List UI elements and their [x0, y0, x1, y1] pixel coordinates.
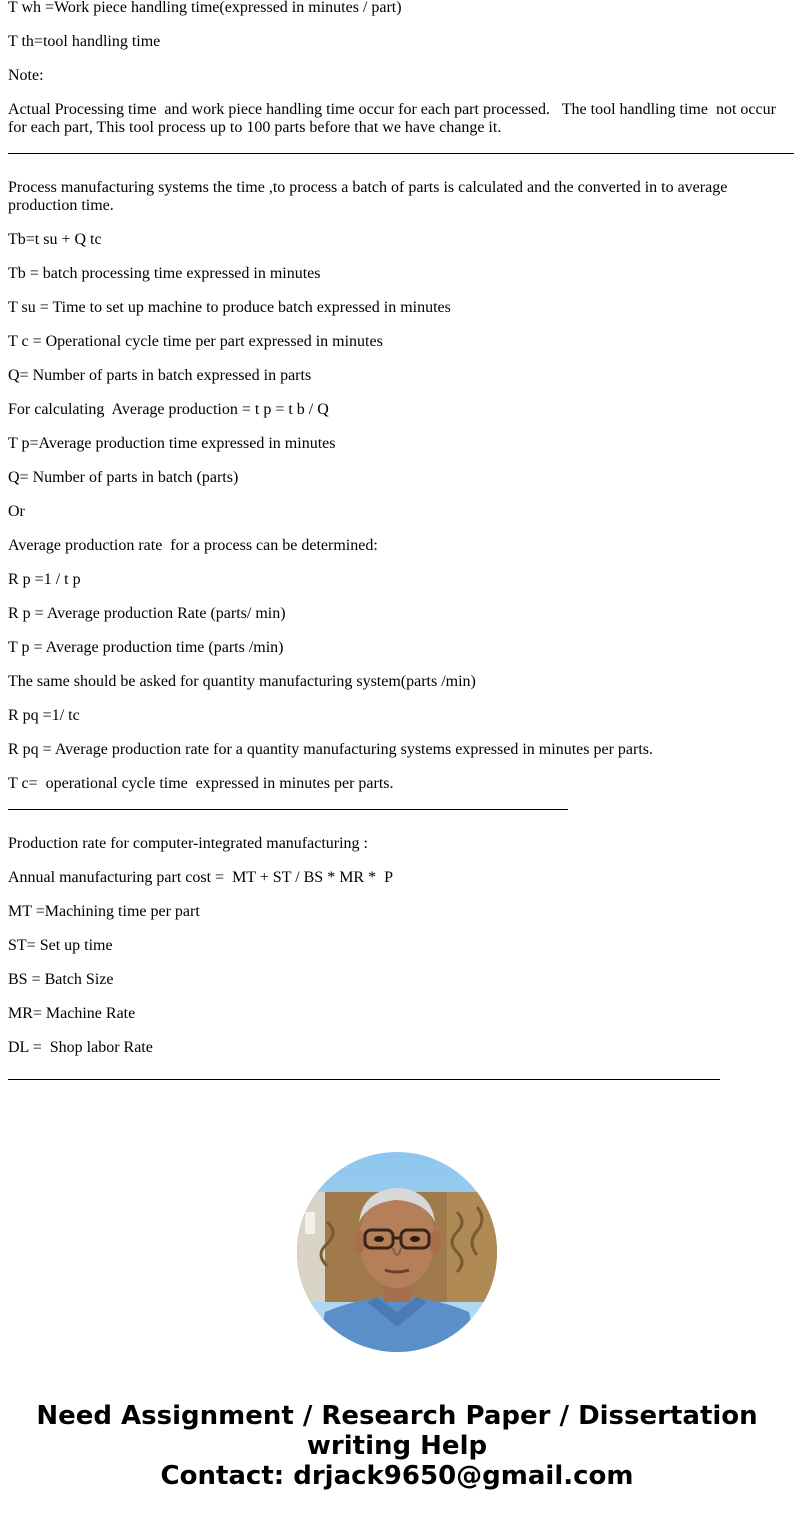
definition-dl: DL = Shop labor Rate — [8, 1039, 153, 1056]
formula-tb: Tb=t su + Q tc — [8, 231, 102, 248]
cta-line-1: Need Assignment / Research Paper / Dissertation — [36, 1401, 758, 1431]
divider-2 — [8, 809, 568, 810]
heading-cim-production-rate: Production rate for computer-integrated manufacturing : — [8, 835, 368, 852]
paragraph-or: Or — [8, 503, 25, 520]
definition-rpq: R pq = Average production rate for a quantity manufacturing systems expressed in minutes per parts. — [8, 741, 653, 758]
paragraph-note-text: Actual Processing time and work piece handling time occur for each part processed. The tool handling time not occur for each part, This tool process up to 100 parts before that we have change it. — [8, 101, 780, 136]
definition-tb: Tb = batch processing time expressed in minutes — [8, 265, 321, 282]
formula-rp: R p =1 / t p — [8, 571, 81, 588]
cta-contact-line[interactable]: Contact: drjack9650@gmail.com — [160, 1461, 634, 1491]
paragraph-process-intro: Process manufacturing systems the time ,to process a batch of parts is calculated and the converted in to average production time. — [8, 179, 732, 214]
definition-tc: T c = Operational cycle time per part expressed in minutes — [8, 333, 383, 350]
author-avatar — [297, 1152, 497, 1352]
formula-average-production: For calculating Average production = t p = t b / Q — [8, 401, 329, 418]
definition-q-parts: Q= Number of parts in batch (parts) — [8, 469, 239, 486]
divider-3 — [8, 1079, 720, 1080]
author-portrait-image — [297, 1152, 497, 1352]
definition-st: ST= Set up time — [8, 937, 113, 954]
definition-tsu: T su = Time to set up machine to produce batch expressed in minutes — [8, 299, 451, 316]
paragraph-note-label: Note: — [8, 67, 44, 84]
definition-rp: R p = Average production Rate (parts/ min) — [8, 605, 286, 622]
paragraph-tth: T th=tool handling time — [8, 33, 161, 50]
definition-q: Q= Number of parts in batch expressed in parts — [8, 367, 312, 384]
definition-tp: T p=Average production time expressed in minutes — [8, 435, 336, 452]
definition-bs: BS = Batch Size — [8, 971, 114, 988]
formula-rpq: R pq =1/ tc — [8, 707, 80, 724]
definition-mt: MT =Machining time per part — [8, 903, 200, 920]
paragraph-twh: T wh =Work piece handling time(expressed in minutes / part) — [8, 0, 402, 16]
definition-tc-cycle: T c= operational cycle time expressed in minutes per parts. — [8, 775, 394, 792]
formula-annual-cost: Annual manufacturing part cost = MT + ST / BS * MR * P — [8, 869, 393, 886]
paragraph-average-rate: Average production rate for a process can be determined: — [8, 537, 378, 554]
divider-1 — [8, 153, 794, 154]
paragraph-quantity-system: The same should be asked for quantity manufacturing system(parts /min) — [8, 673, 476, 690]
definition-mr: MR= Machine Rate — [8, 1005, 136, 1022]
cta-line-2: writing Help — [306, 1431, 488, 1461]
contact-banner — [0, 1401, 794, 1491]
definition-tp-rate: T p = Average production time (parts /min) — [8, 639, 284, 656]
